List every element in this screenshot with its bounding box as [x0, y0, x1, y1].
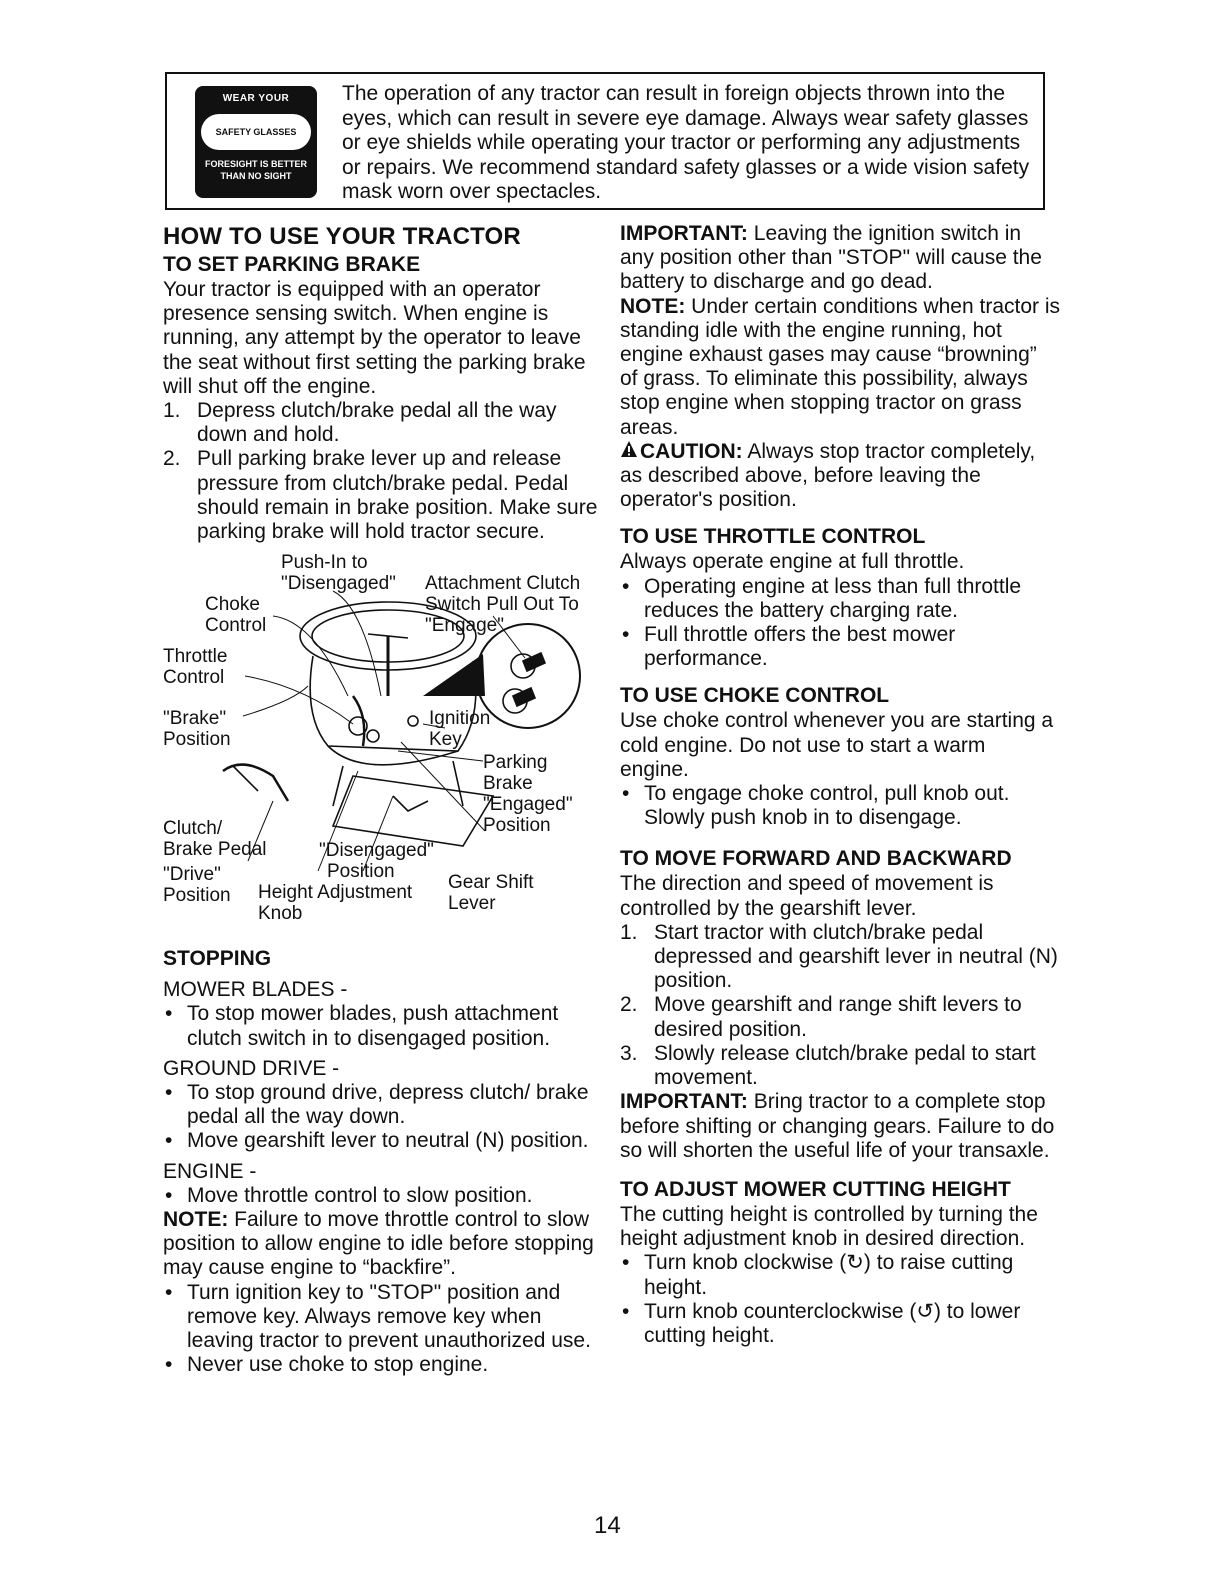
note-browning — [620, 295, 1060, 440]
bullet-text — [644, 1251, 1060, 1299]
tractor-controls-figure — [163, 546, 603, 946]
throttle-intro: Always operate engine at full throttle. — [620, 550, 965, 574]
parking-brake-heading: TO SET PARKING BRAKE — [163, 253, 421, 276]
bullet-text: To stop mower blades, push attachment clutch switch in to disengaged position. — [187, 1002, 559, 1050]
parking-brake-intro: Your tractor is equipped with an operator presence sensing switch. When engine is running, any attempt by the operator to leave the seat without first setting the parking brake will shut off the engine. — [163, 278, 586, 398]
engine-note — [163, 1208, 603, 1281]
bullet-dot: • — [165, 1183, 173, 1207]
blades-bullet — [163, 1002, 603, 1050]
bullet-text: Move throttle control to slow position. — [187, 1183, 533, 1207]
counterclockwise-arrow-icon: ↺ — [916, 1299, 934, 1323]
step-number: 2. — [163, 447, 181, 471]
throttle-bullet-2 — [620, 623, 1060, 671]
bullet-dot: • — [622, 782, 630, 806]
note-text: Under certain conditions when tractor is standing idle with the engine running, hot engine exhaust gases may cause “browning” of grass. To eliminate this possibility, always stop engine when stopping tractor on grass areas. — [620, 294, 1061, 439]
throttle-heading: TO USE THROTTLE CONTROL — [620, 525, 926, 549]
engine-label: ENGINE - — [163, 1159, 257, 1183]
engine-bullet-2 — [163, 1281, 603, 1354]
label-line: "Disengaged" — [319, 840, 434, 862]
height-intro: The cutting height is controlled by turning the height adjustment knob in desired direction. — [620, 1202, 1038, 1251]
note-label: NOTE: — [620, 294, 686, 318]
label-attachment-clutch — [425, 573, 580, 636]
label-line: Control — [205, 615, 267, 637]
ground-drive-label: GROUND DRIVE - — [163, 1056, 340, 1080]
warning-triangle-icon — [620, 440, 640, 464]
move-step-2 — [620, 993, 1060, 1041]
label-line: Lever — [448, 893, 496, 915]
bullet-text: Operating engine at less than full throttle reduces the battery charging rate. — [644, 574, 1022, 622]
bullet-dot: • — [165, 1353, 173, 1377]
label-push-in — [281, 552, 396, 594]
label-line: Switch Pull Out To — [425, 594, 579, 616]
step-text: Depress clutch/brake pedal all the way down and hold. — [197, 399, 557, 447]
step-number: 1. — [163, 399, 181, 423]
text-part: Turn knob clockwise ( — [644, 1251, 847, 1275]
bullet-dot: • — [165, 1002, 173, 1026]
deck-shape — [333, 776, 493, 846]
bullet-dot: • — [622, 623, 630, 647]
move-intro: The direction and speed of movement is controlled by the gearshift lever. — [620, 872, 994, 920]
badge-bottom-text — [197, 158, 315, 182]
note-text: Failure to move throttle control to slow position to allow engine to idle before stopping may cause engine to “backfire”. — [163, 1208, 594, 1280]
label-gear-shift-lever — [448, 872, 534, 914]
important-text: Bring tractor to a complete stop before shifting or changing gears. Failure to do so will shorten the useful life of your transaxle. — [620, 1090, 1055, 1162]
label-line: Position — [163, 885, 231, 907]
label-line: Control — [163, 667, 225, 689]
label-disengaged-position — [319, 840, 434, 882]
label-line: "Drive" — [163, 864, 221, 886]
step-number: 3. — [620, 1041, 638, 1065]
height-heading: TO ADJUST MOWER CUTTING HEIGHT — [620, 1177, 1011, 1201]
text-part: ) to lower cutting height. — [644, 1299, 1021, 1347]
label-line: Brake Pedal — [163, 839, 267, 861]
label-line: Knob — [258, 903, 303, 925]
label-line: Position — [483, 815, 551, 837]
badge-bottom-line-2: THAN NO SIGHT — [220, 171, 292, 181]
left-column — [163, 222, 603, 1377]
step-text: Move gearshift and range shift levers to desired position. — [654, 993, 1022, 1041]
height-bullet-2 — [620, 1300, 1060, 1348]
important-gears — [620, 1090, 1060, 1163]
bullet-text: Full throttle offers the best mower performance. — [644, 623, 956, 671]
bullet-dot: • — [165, 1081, 173, 1105]
label-line: Key — [429, 729, 462, 751]
bullet-text: Never use choke to stop engine. — [187, 1353, 489, 1377]
mower-blades-label: MOWER BLADES - — [163, 978, 348, 1002]
step-text: Slowly release clutch/brake pedal to start movement. — [654, 1041, 1036, 1090]
choke-bullet-1 — [620, 782, 1060, 830]
page-number: 14 — [594, 1512, 621, 1539]
label-line: Gear Shift — [448, 872, 534, 894]
label-line: Clutch/ — [163, 818, 223, 840]
move-heading: TO MOVE FORWARD AND BACKWARD — [620, 847, 1012, 871]
badge-bottom-line-1: FORESIGHT IS BETTER — [204, 159, 307, 169]
label-parking-brake — [483, 752, 573, 836]
label-line: Height Adjustment — [258, 882, 413, 904]
safety-warning-box — [165, 72, 1045, 210]
parking-step-2 — [163, 447, 603, 544]
label-line: "Disengaged" — [281, 573, 396, 595]
step-number: 2. — [620, 993, 638, 1017]
label-line: Attachment Clutch — [425, 573, 581, 595]
caution-text: Always stop tractor completely, as described above, before leaving the operator's position. — [620, 439, 1036, 512]
engine-bullet-1 — [163, 1184, 603, 1208]
label-line: Ignition — [429, 708, 491, 730]
bullet-dot: • — [622, 1251, 630, 1275]
label-throttle-control — [163, 646, 227, 688]
step-text: Start tractor with clutch/brake pedal depressed and gearshift lever in neutral (N) position. — [654, 920, 1058, 993]
label-brake-position — [163, 708, 231, 750]
throttle-bullet-1 — [620, 575, 1060, 623]
bullet-text: To engage choke control, pull knob out. Slowly push knob in to disengage. — [644, 782, 1010, 830]
important-label: IMPORTANT: — [620, 1090, 748, 1114]
magnifier-cone-shape — [423, 654, 485, 696]
bullet-dot: • — [622, 574, 630, 598]
ground-bullet-2 — [163, 1129, 603, 1153]
label-line: "Engaged" — [483, 794, 573, 816]
important-text: Leaving the ignition switch in any position other than "STOP" will cause the battery to discharge and go dead. — [620, 222, 1042, 294]
important-ignition — [620, 222, 1060, 295]
right-column — [620, 222, 1060, 1348]
choke-intro: Use choke control whenever you are starting a cold engine. Do not use to start a warm engine. — [620, 709, 1054, 781]
label-line: Position — [327, 861, 395, 883]
choke-heading: TO USE CHOKE CONTROL — [620, 684, 890, 708]
important-label: IMPORTANT: — [620, 222, 748, 245]
caution-label: CAUTION: — [640, 439, 743, 463]
safety-glasses-badge — [195, 86, 317, 198]
bullet-dot: • — [622, 1299, 630, 1323]
bullet-text: Turn ignition key to "STOP" position and remove key. Always remove key when leaving tractor to prevent unauthorized use. — [187, 1280, 591, 1353]
label-line: Brake — [483, 773, 533, 795]
label-clutch-brake-pedal — [163, 818, 267, 860]
text-part: ) to raise cutting height. — [644, 1251, 1014, 1299]
label-line: Parking — [483, 752, 548, 774]
section-title: HOW TO USE YOUR TRACTOR — [163, 223, 521, 250]
caution-stop — [620, 440, 1060, 513]
safety-warning-text: The operation of any tractor can result in foreign objects thrown into the eyes, which can result in severe eye damage. Always wear safety glasses or eye shields while operating your tractor or performing any adjustments or repairs. We recommend standard safety glasses or a wide vision safety mask worn over spectacles. — [342, 82, 1030, 203]
height-bullet-1 — [620, 1251, 1060, 1299]
bullet-dot: • — [165, 1280, 173, 1304]
move-step-3 — [620, 1042, 1060, 1090]
badge-middle-text: SAFETY GLASSES — [201, 114, 311, 150]
bullet-text: To stop ground drive, depress clutch/ brake pedal all the way down. — [187, 1081, 589, 1129]
text-part: Turn knob counterclockwise ( — [644, 1299, 917, 1323]
clockwise-arrow-icon: ↻ — [846, 1251, 864, 1275]
bullet-dot: • — [165, 1129, 173, 1153]
badge-top-text: WEAR YOUR — [222, 93, 290, 104]
label-height-adjustment-knob — [258, 882, 412, 924]
move-step-1 — [620, 921, 1060, 994]
label-drive-position — [163, 864, 231, 906]
magnified-switch-circle — [476, 624, 580, 728]
step-number: 1. — [620, 920, 638, 944]
bullet-text: Move gearshift lever to neutral (N) position. — [187, 1129, 589, 1153]
step-text: Pull parking brake lever up and release pressure from clutch/brake pedal. Pedal should remain in brake position. Make sure parking brake will hold tractor secure. — [197, 447, 598, 544]
label-line: "Engage" — [425, 615, 504, 637]
ground-bullet-1 — [163, 1081, 603, 1129]
label-line: Choke — [205, 594, 260, 616]
bullet-text — [644, 1300, 1060, 1348]
label-line: Push-In to — [281, 552, 368, 574]
label-choke-control — [205, 594, 266, 636]
parking-step-1 — [163, 399, 603, 447]
clutch-pedal-shape — [223, 765, 288, 801]
label-line: Position — [163, 729, 231, 751]
label-line: "Brake" — [163, 708, 227, 730]
engine-bullet-3 — [163, 1353, 603, 1377]
note-label: NOTE: — [163, 1208, 229, 1232]
label-ignition-key — [429, 708, 490, 750]
label-line: Throttle — [163, 646, 228, 668]
stopping-heading: STOPPING — [163, 947, 272, 971]
